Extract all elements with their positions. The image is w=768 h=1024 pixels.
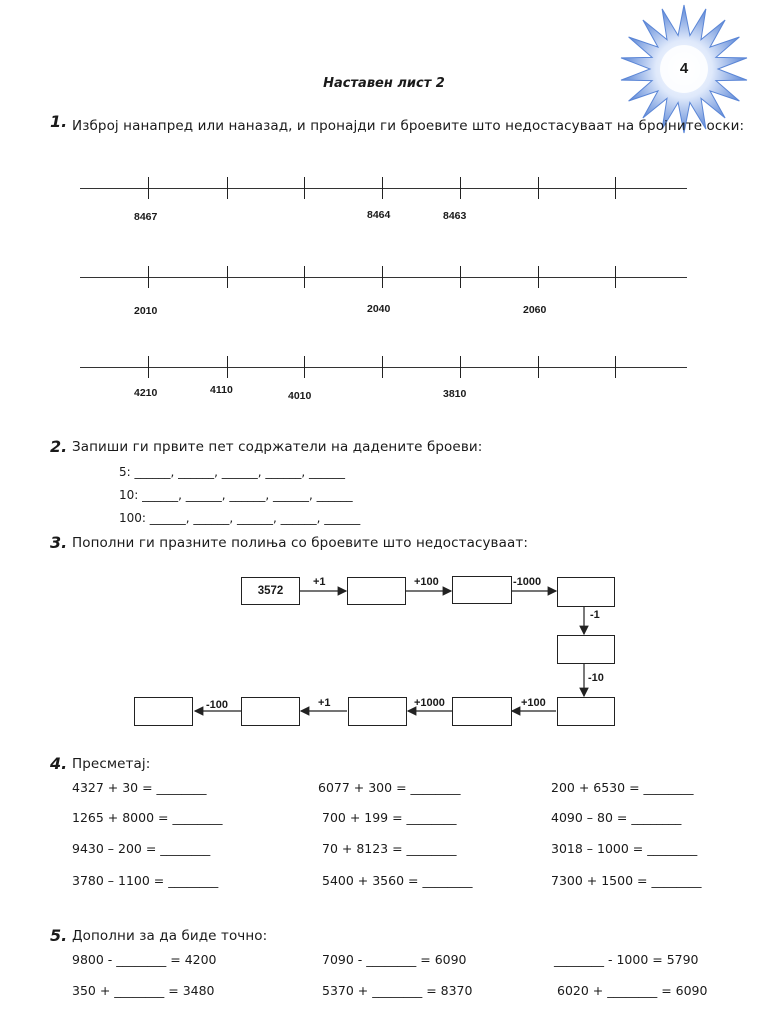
line-label: 4210: [134, 387, 158, 399]
answer-box[interactable]: [557, 577, 615, 607]
line-label: 8467: [134, 211, 158, 223]
fill-item: ________ - 1000 = 5790: [554, 952, 699, 967]
q2-row-5: 5: ______, ______, ______, ______, ______: [119, 465, 346, 479]
q5-number: 5.: [50, 926, 68, 945]
q5-text: Дополни за да биде точно:: [72, 928, 268, 944]
page-title: Наставен лист 2: [323, 76, 445, 91]
fill-item: 9800 - ________ = 4200: [72, 952, 217, 967]
line-label: 4010: [288, 390, 312, 402]
q1-text: Изброј нанапред или наназад, и пронајди ги броевите што недостасуваат на бројните оски:: [72, 118, 745, 134]
q2-row-10: 10: ______, ______, ______, ______, ______: [119, 488, 353, 502]
line-label: 2010: [134, 305, 158, 317]
fill-item: 5370 + ________ = 8370: [322, 983, 473, 998]
op-label: +1: [313, 576, 326, 588]
calc-item: 700 + 199 = ________: [322, 810, 457, 825]
calc-item: 5400 + 3560 = ________: [322, 873, 473, 888]
fill-item: 350 + ________ = 3480: [72, 983, 215, 998]
answer-box[interactable]: [557, 697, 615, 726]
q2-text: Запиши ги првите пет содржатели на дадените броеви:: [72, 439, 483, 455]
calc-item: 7300 + 1500 = ________: [551, 873, 702, 888]
q3-text: Пополни ги празните полиња со броевите што недостасуваат:: [72, 535, 528, 551]
calc-item: 6077 + 300 = ________: [318, 780, 461, 795]
op-label: +100: [521, 697, 546, 709]
op-label: -1000: [513, 576, 542, 588]
calc-item: 70 + 8123 = ________: [322, 841, 457, 856]
answer-box[interactable]: [347, 577, 406, 605]
line-label: 4110: [210, 384, 233, 396]
op-label: +1: [318, 697, 331, 709]
answer-box[interactable]: [557, 635, 615, 664]
calc-item: 200 + 6530 = ________: [551, 780, 694, 795]
op-label: -10: [588, 672, 604, 684]
answer-box[interactable]: [348, 697, 407, 726]
calc-item: 4327 + 30 = ________: [72, 780, 207, 795]
line-label: 8463: [443, 210, 467, 222]
q3-number: 3.: [50, 533, 68, 552]
answer-box[interactable]: [452, 697, 512, 726]
line-label: 2040: [367, 303, 391, 315]
answer-box[interactable]: [134, 697, 193, 726]
calc-item: 3780 – 1100 = ________: [72, 873, 219, 888]
start-box: 3572: [241, 577, 300, 605]
q2-row-100: 100: ______, ______, ______, ______, ______: [119, 511, 361, 525]
op-label: -100: [206, 699, 229, 711]
q1-number: 1.: [50, 112, 68, 131]
q4-number: 4.: [50, 754, 68, 773]
calc-item: 9430 – 200 = ________: [72, 841, 211, 856]
q4-text: Пресметај:: [72, 756, 151, 772]
calc-item: 1265 + 8000 = ________: [72, 810, 223, 825]
line-label: 2060: [523, 304, 547, 316]
badge-number: 4: [679, 60, 689, 77]
fill-item: 6020 + ________ = 6090: [557, 983, 708, 998]
answer-box[interactable]: [241, 697, 300, 726]
op-label: -1: [590, 609, 600, 621]
line-label: 8464: [367, 209, 391, 221]
calc-item: 3018 – 1000 = ________: [551, 841, 698, 856]
answer-box[interactable]: [452, 576, 512, 604]
fill-item: 7090 - ________ = 6090: [322, 952, 467, 967]
q2-number: 2.: [50, 437, 68, 456]
op-label: +100: [414, 576, 439, 588]
calc-item: 4090 – 80 = ________: [551, 810, 682, 825]
op-label: +1000: [414, 697, 445, 709]
line-label: 3810: [443, 388, 467, 400]
